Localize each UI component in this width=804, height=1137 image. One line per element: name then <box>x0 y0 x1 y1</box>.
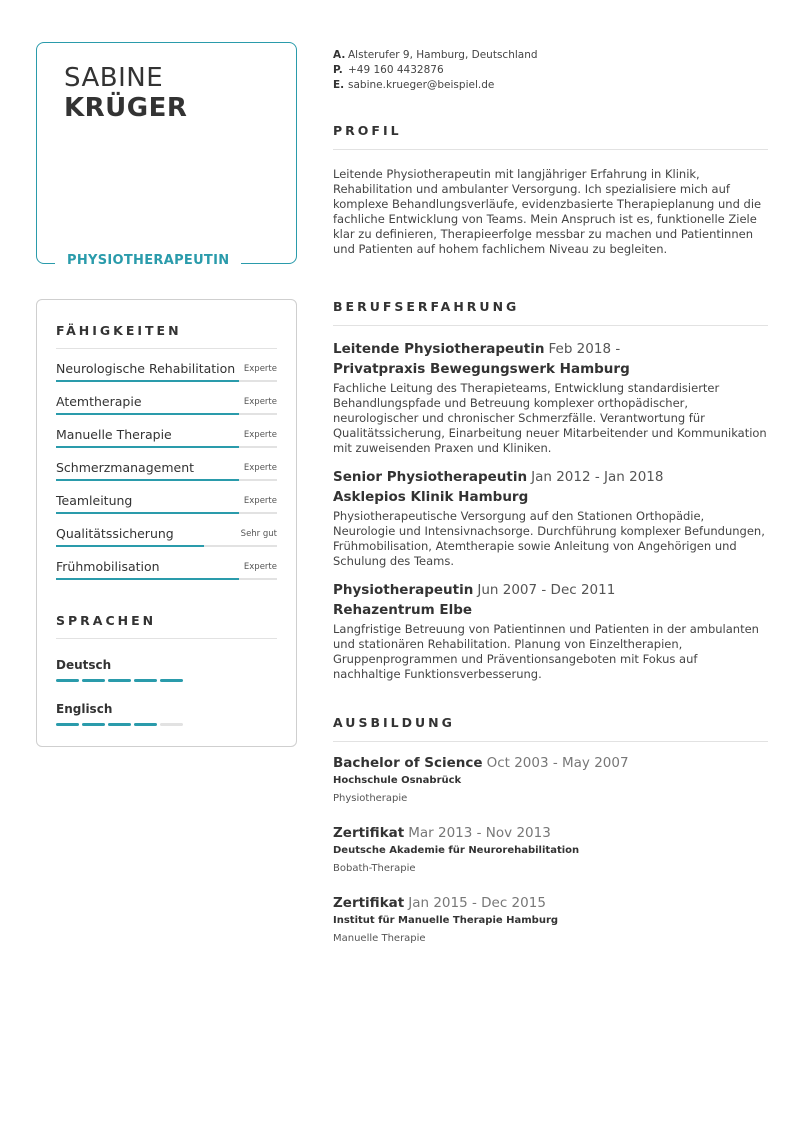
profile-section <box>333 123 768 257</box>
skill-name: Neurologische Rehabilitation <box>56 361 236 376</box>
education-dates: Mar 2013 - Nov 2013 <box>408 825 551 841</box>
contact-phone <box>333 63 538 78</box>
language-level-segment-empty <box>160 723 183 726</box>
job-header <box>333 580 768 600</box>
contact-value: sabine.krueger@beispiel.de <box>348 79 495 91</box>
job-company: Asklepios Klinik Hamburg <box>333 489 529 505</box>
language-level-bars <box>56 679 183 682</box>
skill-bar-fill <box>56 578 239 580</box>
skill-level: Experte <box>243 463 277 473</box>
job-dates: Feb 2018 - <box>548 341 621 357</box>
skill-name: Teamleitung <box>56 493 133 508</box>
skill-name: Frühmobilisation <box>56 559 160 574</box>
education-section <box>333 715 768 964</box>
job-role: Physiotherapeutin <box>333 582 474 598</box>
education-header <box>333 824 768 843</box>
job-entry <box>333 580 768 682</box>
job-description: Langfristige Betreuung von Patientinnen und Patienten in der ambulanten und stationären Rehabilitation. Planung von Einzeltherapien, Gruppenprogrammen und Präventionsangeboten mit Fokus auf nachhaltige Funktionsverbesserung. <box>333 622 759 681</box>
job-title: PHYSIOTHERAPEUTIN <box>55 250 241 272</box>
job-company: Privatpraxis Bewegungswerk Hamburg <box>333 361 630 377</box>
language-level-segment-filled <box>134 723 157 726</box>
job-dates: Jun 2007 - Dec 2011 <box>477 582 616 598</box>
skill-level: Experte <box>243 430 277 440</box>
language-level-segment-filled <box>160 679 183 682</box>
language-name: Deutsch <box>56 658 112 672</box>
contact-address <box>333 48 538 63</box>
job-description: Fachliche Leitung des Therapieteams, Entwicklung standardisierter Behandlungspfade und Betreuung komplexer orthopädischer, neurologischer und chronischer Schmerzfälle. Verantwortung für Qualitätssicherung, Einarbeitung neuer Mitarbeitender und Kommunikation mit zuweisenden Praxen und Kliniken. <box>333 381 767 455</box>
language-name: Englisch <box>56 702 113 716</box>
language-level-segment-filled <box>56 723 79 726</box>
education-field: Manuelle Therapie <box>333 933 426 944</box>
skill-level: Experte <box>243 364 277 374</box>
education-degree: Bachelor of Science <box>333 755 483 771</box>
job-dates: Jan 2012 - Jan 2018 <box>531 469 664 485</box>
name-card <box>36 42 297 268</box>
skill-level: Sehr gut <box>240 529 277 539</box>
job-entry <box>333 467 768 569</box>
sidebar-card <box>36 299 297 747</box>
skill-level: Experte <box>243 397 277 407</box>
job-entry <box>333 339 768 456</box>
language-item <box>56 639 277 683</box>
skill-name: Manuelle Therapie <box>56 427 172 442</box>
education-school: Institut für Manuelle Therapie Hamburg <box>333 915 559 926</box>
first-name: SABINE <box>64 63 164 93</box>
languages-list <box>56 639 277 727</box>
languages-heading: SPRACHEN <box>56 613 277 639</box>
profile-heading: PROFIL <box>333 123 768 150</box>
education-field: Physiotherapie <box>333 793 408 804</box>
skill-level: Experte <box>243 496 277 506</box>
experience-section <box>333 299 768 693</box>
contact-key: A. <box>333 49 346 61</box>
education-header <box>333 894 768 913</box>
experience-heading: BERUFSERFAHRUNG <box>333 299 768 326</box>
education-school: Hochschule Osnabrück <box>333 775 462 786</box>
job-company: Rehazentrum Elbe <box>333 602 473 618</box>
education-dates: Oct 2003 - May 2007 <box>486 755 629 771</box>
skill-name: Atemtherapie <box>56 394 142 409</box>
skill-item <box>56 481 277 514</box>
education-list <box>333 754 768 946</box>
education-degree: Zertifikat <box>333 825 405 841</box>
education-entry <box>333 894 768 946</box>
skills-list <box>56 349 277 580</box>
skill-name: Qualitätssicherung <box>56 526 174 541</box>
job-role: Senior Physiotherapeutin <box>333 469 528 485</box>
job-header <box>333 339 768 359</box>
education-field: Bobath-Therapie <box>333 863 416 874</box>
skill-item <box>56 415 277 448</box>
education-entry <box>333 754 768 806</box>
language-level-segment-filled <box>82 723 105 726</box>
education-header <box>333 754 768 773</box>
job-role: Leitende Physiotherapeutin <box>333 341 545 357</box>
profile-text: Leitende Physiotherapeutin mit langjähriger Erfahrung in Klinik, Rehabilitation und ambulanter Versorgung. Ich spezialisiere mich auf komplexe Behandlungsverläufe, evidenzbasierte Therapieplanung und die fachliche Entwicklung von Teams. Mein Anspruch ist es, funktionelle Ziele klar zu definieren, Therapieerfolge messbar zu machen und Patientinnen und Patienten auf hohem fachlichem Niveau zu begleiten. <box>333 167 762 256</box>
education-school: Deutsche Akademie für Neurorehabilitation <box>333 845 580 856</box>
education-heading: AUSBILDUNG <box>333 715 768 742</box>
contact-key: E. <box>333 79 345 91</box>
skills-heading: FÄHIGKEITEN <box>56 323 277 349</box>
job-header <box>333 467 768 487</box>
language-level-segment-filled <box>82 679 105 682</box>
skill-item <box>56 349 277 382</box>
contact-email <box>333 78 538 93</box>
experience-list <box>333 339 768 682</box>
language-level-segment-filled <box>108 723 131 726</box>
education-dates: Jan 2015 - Dec 2015 <box>408 895 546 911</box>
skill-item <box>56 514 277 547</box>
language-item <box>56 683 277 727</box>
contact-value: Alsterufer 9, Hamburg, Deutschland <box>348 49 538 61</box>
language-level-bars <box>56 723 183 726</box>
job-description: Physiotherapeutische Versorgung auf den Stationen Orthopädie, Neurologie und Intensivnachsorge. Durchführung komplexer Befundungen, Frühmobilisation, Atemtherapie sowie Anleitung von Angehörigen und Schulung des Teams. <box>333 509 765 568</box>
skill-level: Experte <box>243 562 277 572</box>
skill-name: Schmerzmanagement <box>56 460 195 475</box>
language-level-segment-filled <box>56 679 79 682</box>
skill-item <box>56 382 277 415</box>
contact-value: +49 160 4432876 <box>348 64 444 76</box>
skill-item <box>56 547 277 580</box>
last-name: KRÜGER <box>64 93 188 123</box>
education-degree: Zertifikat <box>333 895 405 911</box>
contact-block <box>333 48 538 93</box>
skill-bar-track <box>56 578 277 580</box>
language-level-segment-filled <box>134 679 157 682</box>
contact-key: P. <box>333 64 343 76</box>
education-entry <box>333 824 768 876</box>
skill-item <box>56 448 277 481</box>
language-level-segment-filled <box>108 679 131 682</box>
